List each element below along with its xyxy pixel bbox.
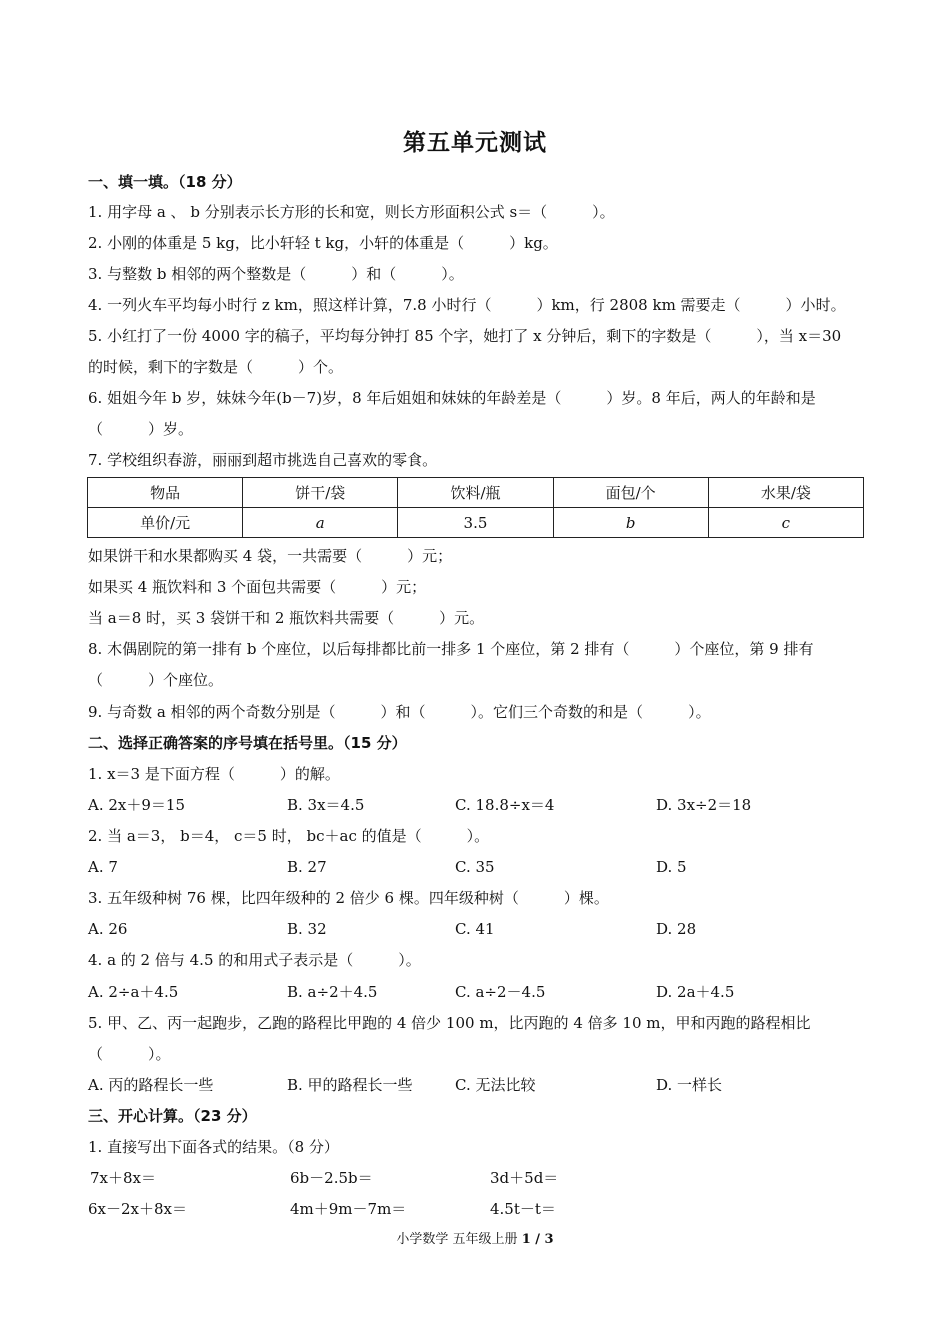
fill-question-5-cont: 的时候，剩下的字数是（ ）个。: [88, 358, 344, 376]
section-heading-choice: 二、选择正确答案的序号填在括号里。（15 分）: [88, 734, 407, 752]
section-heading-fill: 一、填一填。（18 分）: [88, 173, 242, 191]
calc-intro: 1. 直接写出下面各式的结果。（8 分）: [88, 1138, 339, 1156]
fill-question-7-part1: 如果饼干和水果都购买 4 袋，一共需要（ ）元；: [88, 547, 453, 565]
table-cell: a: [243, 508, 398, 538]
choice-question-5-cont: （ ）。: [88, 1045, 171, 1063]
fill-question-5: 5. 小红打了一份 4000 字的稿子，平均每分钟打 85 个字，她打了 x 分钟后，剩下的字数是（ ），当 x＝30: [88, 327, 842, 345]
fill-question-7: 7. 学校组织春游，丽丽到超市挑选自己喜欢的零食。: [88, 451, 438, 469]
table-cell: 单价/元: [88, 508, 243, 538]
fill-question-6-cont: （ ）岁。: [88, 420, 194, 438]
choice-option: A. 丙的路程长一些: [88, 1076, 214, 1094]
choice-question-4: 4. a 的 2 倍与 4.5 的和用式子表示是（ ）。: [88, 951, 421, 969]
table-header-row: [88, 478, 864, 508]
choice-option: B. a÷2＋4.5: [287, 983, 378, 1001]
fill-question-9: 9. 与奇数 a 相邻的两个奇数分别是（ ）和（ ）。它们三个奇数的和是（ ）。: [88, 703, 711, 721]
choice-option: C. a÷2－4.5: [455, 983, 546, 1001]
page-footer: [0, 1228, 950, 1247]
calc-expression: 6b－2.5b＝: [290, 1169, 373, 1187]
choice-question-5: 5. 甲、乙、丙一起跑步，乙跑的路程比甲跑的 4 倍少 100 m，比丙跑的 4 倍多 10 m，甲和丙跑的路程相比: [88, 1014, 811, 1032]
table-row: [88, 508, 864, 538]
fill-question-6: 6. 姐姐今年 b 岁，妹妹今年(b－7)岁，8 年后姐姐和妹妹的年龄差是（ ）岁。8 年后，两人的年龄和是: [88, 389, 816, 407]
choice-option: C. 35: [455, 858, 495, 876]
calc-expression: 4m＋9m－7m＝: [290, 1200, 407, 1218]
fill-question-7-part3: 当 a＝8 时，买 3 袋饼干和 2 瓶饮料共需要（ ）元。: [88, 609, 485, 627]
fill-question-1: 1. 用字母 a 、 b 分别表示长方形的长和宽，则长方形面积公式 s＝（ ）。: [88, 203, 615, 221]
choice-option: D. 3x÷2＝18: [656, 796, 752, 814]
fill-question-7-part2: 如果买 4 瓶饮料和 3 个面包共需要（ ）元；: [88, 578, 427, 596]
choice-option: C. 无法比较: [455, 1076, 536, 1094]
choice-option: C. 18.8÷x＝4: [455, 796, 555, 814]
page-title: 第五单元测试: [403, 130, 547, 156]
choice-option: B. 甲的路程长一些: [287, 1076, 413, 1094]
choice-option: A. 2x＋9＝15: [88, 796, 186, 814]
choice-question-2: 2. 当 a＝3， b＝4， c＝5 时， bc＋ac 的值是（ ）。: [88, 827, 490, 845]
table-header-cell: 饼干/袋: [243, 478, 398, 508]
fill-question-4: 4. 一列火车平均每小时行 z km，照这样计算，7.8 小时行（ ）km，行 2808 km 需要走（ ）小时。: [88, 296, 846, 314]
choice-option: A. 2÷a＋4.5: [88, 983, 179, 1001]
table-cell: b: [553, 508, 708, 538]
table-header-cell: 面包/个: [553, 478, 708, 508]
table-header-cell: 饮料/瓶: [398, 478, 553, 508]
calc-expression: 6x－2x＋8x＝: [88, 1200, 188, 1218]
calc-expression: 4.5t－t＝: [490, 1200, 556, 1218]
choice-option: D. 5: [656, 858, 687, 876]
calc-expression: 7x＋8x＝: [90, 1169, 157, 1187]
footer-subject: 小学数学 五年级上册: [396, 1232, 518, 1247]
section-heading-calc: 三、开心计算。（23 分）: [88, 1107, 257, 1125]
table-header-cell: 水果/袋: [708, 478, 863, 508]
choice-option: A. 7: [88, 858, 118, 876]
choice-option: C. 41: [455, 920, 495, 938]
price-table: [87, 477, 864, 538]
choice-option: D. 2a＋4.5: [656, 983, 735, 1001]
choice-option: D. 一样长: [656, 1076, 723, 1094]
table-header-cell: 物品: [88, 478, 243, 508]
choice-question-1: 1. x＝3 是下面方程（ ）的解。: [88, 765, 340, 783]
choice-option: B. 32: [287, 920, 327, 938]
table-cell: 3.5: [398, 508, 553, 538]
choice-option: B. 27: [287, 858, 327, 876]
choice-option: D. 28: [656, 920, 697, 938]
choice-option: B. 3x＝4.5: [287, 796, 365, 814]
fill-question-3: 3. 与整数 b 相邻的两个整数是（ ）和（ ）。: [88, 265, 464, 283]
table-cell: c: [708, 508, 863, 538]
calc-expression: 3d＋5d＝: [490, 1169, 559, 1187]
fill-question-2: 2. 小刚的体重是 5 kg，比小轩轻 t kg，小轩的体重是（ ）kg。: [88, 234, 558, 252]
fill-question-8-cont: （ ）个座位。: [88, 671, 224, 689]
fill-question-8: 8. 木偶剧院的第一排有 b 个座位，以后每排都比前一排多 1 个座位，第 2 排有（ ）个座位，第 9 排有: [88, 640, 814, 658]
choice-option: A. 26: [88, 920, 128, 938]
page-number: 1 / 3: [521, 1232, 554, 1247]
choice-question-3: 3. 五年级种树 76 棵，比四年级种的 2 倍少 6 棵。四年级种树（ ）棵。: [88, 889, 609, 907]
